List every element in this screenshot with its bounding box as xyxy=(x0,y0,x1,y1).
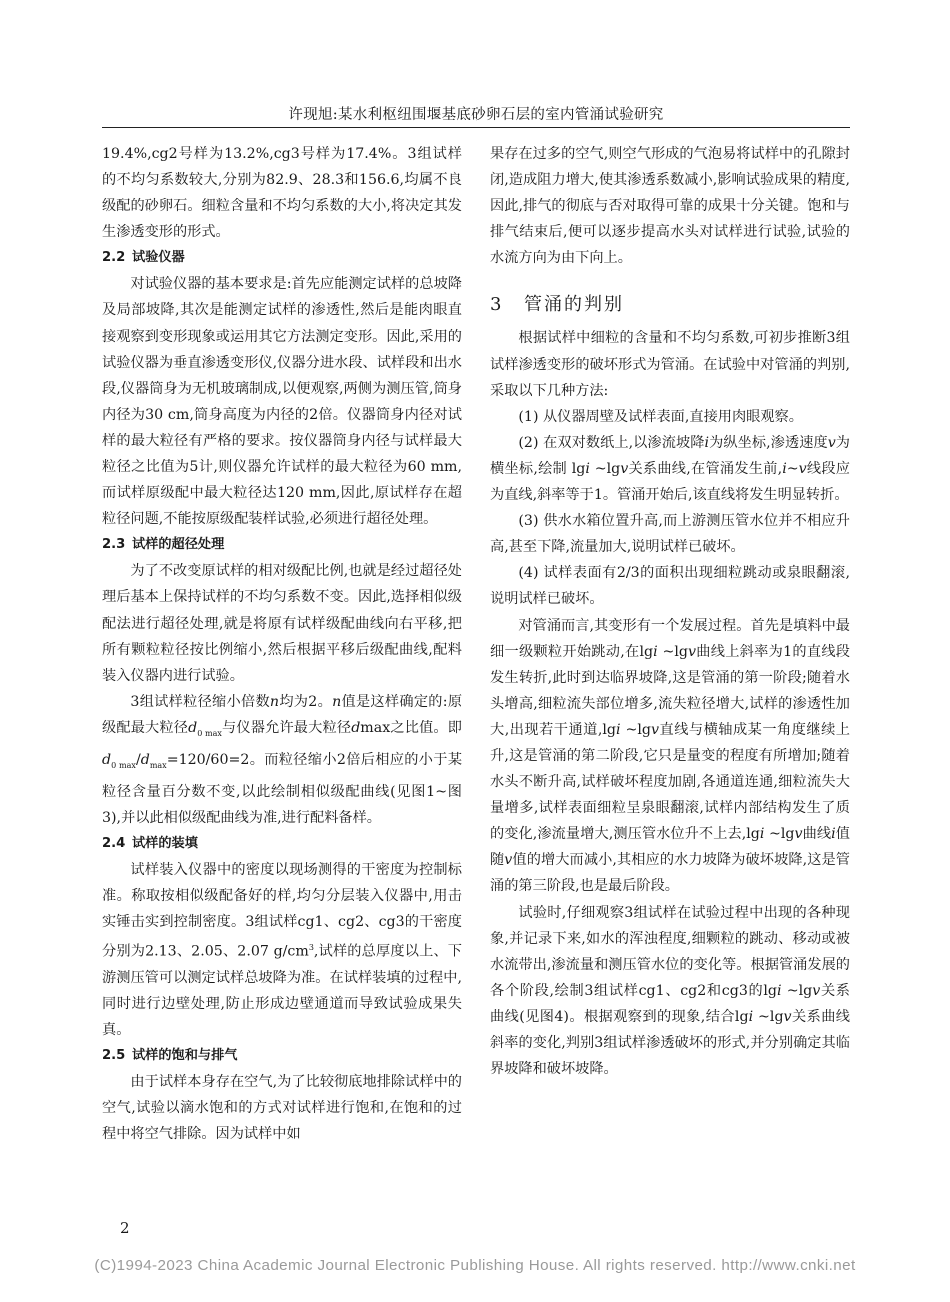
copyright-watermark: (C)1994-2023 China Academic Journal Electronic Publishing House. All rights reserved. http://www.cnki.net xyxy=(94,1257,856,1274)
section-title: 试样的饱和与排气 xyxy=(132,1048,238,1064)
section-title: 试验仪器 xyxy=(132,250,185,266)
section-number: 2.3 xyxy=(102,537,126,553)
section-title: 试样的装填 xyxy=(132,835,198,851)
section-number: 2.2 xyxy=(102,250,126,266)
paragraph-3-observation: 试验时,仔细观察3组试样在试验过程中出现的各种现象,并记录下来,如水的浑浊程度,细颗粒的跳动、移动或被水流带出,渗流量和测压管水位的变化等。根据管涌发展的各个阶段,绘制3组试样cg1、cg2和cg3的lgi ~lgv关系曲线(见图4)。根据观察到的现象,结合lgi ~lgv关系曲线斜率的变化,判别3组试样渗透破坏的形式,并分别确定其临界坡降和破坏坡降。 xyxy=(490,904,850,1078)
running-header: 许现旭:某水利枢纽围堰基底砂卵石层的室内管涌试验研究 xyxy=(288,107,664,123)
paragraph-intro: 19.4%,cg2号样为13.2%,cg3号样为17.4%。3组试样的不均匀系数较大,分别为82.9、28.3和156.6,均属不良级配的砂卵石。细粒含量和不均匀系数的大小,将决定其发生渗透变形的形式。 xyxy=(102,146,462,241)
section-number: 2.5 xyxy=(102,1048,126,1064)
paragraph-2-3-a: 为了不改变原试样的相对级配比例,也就是经过超径处理后基本上保持试样的不均匀系数不变。因此,选择相似级配法进行超径处理,就是将原有试样级配曲线向右平移,把所有颗粒粒径按比例缩小,然后根据平移后级配曲线,配料装入仪器内进行试验。 xyxy=(102,563,462,684)
paragraph-2-5: 由于试样本身存在空气,为了比较彻底地排除试样中的空气,试验以滴水饱和的方式对试样进行饱和,在饱和的过程中将空气排除。因为试样中如 xyxy=(102,1074,462,1143)
section-2-2-heading xyxy=(102,245,462,271)
section-number: 3 xyxy=(490,294,504,316)
method-1: (1) 从仪器周壁及试样表面,直接用肉眼观察。 xyxy=(518,408,803,425)
section-2-4-heading xyxy=(102,831,462,857)
section-number: 2.4 xyxy=(102,835,126,851)
paragraph-2-4: 试样装入仪器中的密度以现场测得的干密度为控制标准。称取按相似级配备好的样,均匀分层装入仪器中,用击实锤击实到控制密度。3组试样cg1、cg2、cg3的干密度分别为2.13、2.05、2.07 $g/cm^3$,试样的总厚度以上、下游测压管可以测定试样总坡降为准。在试样装填的过程中,同时进行边壁处理,防止形成边壁通道而导致试验成果失真。 xyxy=(102,861,462,1039)
paragraph-3-intro: 根据试样中细粒的含量和不均匀系数,可初步推断3组试样渗透变形的破坏形式为管涌。在试验中对管涌的判别,采取以下几种方法: xyxy=(490,330,850,399)
section-2-5-heading xyxy=(102,1043,462,1069)
paragraph-continued: 果存在过多的空气,则空气形成的气泡易将试样中的孔隙封闭,造成阻力增大,使其渗透系数减小,影响试验成果的精度,因此,排气的彻底与否对取得可靠的成果十分关键。饱和与排气结束后,便可以逐步提高水头对试样进行试验,试验的水流方向为由下向上。 xyxy=(490,146,850,267)
section-title: 试样的超径处理 xyxy=(132,537,225,553)
section-3-heading xyxy=(490,291,850,319)
method-4: (4) 试样表面有2/3的面积出现细粒跳动或泉眼翻滚,说明试样已破坏。 xyxy=(490,565,850,608)
paragraph-2-2: 对试验仪器的基本要求是:首先应能测定试样的总坡降及局部坡降,其次是能测定试样的渗透性,然后是能肉眼直接观察到变形现象或运用其它方法测定变形。因此,采用的试验仪器为垂直渗透变形仪,仪器分进水段、试样段和出水段,仪器筒身为无机玻璃制成,以便观察,两侧为测压管,筒身内径为30 cm,筒身高度为内径的2倍。仪器筒身内径对试样的最大粒径有严格的要求。按仪器筒身内径与试样最大粒径之比值为5计,则仪器允许试样的最大粒径为60 mm,而试样原级配中最大粒径达120 mm,因此,原试样存在超粒径问题,不能按原级配装样试验,必须进行超径处理。 xyxy=(102,276,462,528)
page-number: 2 xyxy=(120,1219,130,1237)
paragraph-3-development: 对管涌而言,其变形有一个发展过程。首先是填料中最细一级颗粒开始跳动,在lgi ~lgv曲线上斜率为1的直线段发生转折,此时到达临界坡降,这是管涌的第一阶段;随着水头增高,细粒流失部位增多,流失粒径增大,试样的渗透性加大,出现若干通道,lgi ~lgv直线与横轴成某一角度继续上升,这是管涌的第二阶段,它只是量变的程度有所增加;随着水头不断升高,试样破坏程度加剧,各通道连通,细粒流失大量增多,试样表面细粒呈泉眼翻滚,试样内部结构发生了质的变化,渗流量增大,测压管水位升不上去,lgi ~lgv曲线i值随v值的增大而减小,其相应的水力坡降为破坏坡降,这是管涌的第三阶段,也是最后阶段。 xyxy=(490,617,850,895)
section-2-3-heading xyxy=(102,532,462,558)
method-2: (2) 在双对数纸上,以渗流坡降i为纵坐标,渗透速度v为横坐标,绘制 lgi ~lgv关系曲线,在管涌发生前,i~v线段应为直线,斜率等于1。管涌开始后,该直线将发生明显转折。 xyxy=(490,434,850,504)
section-title: 管涌的判别 xyxy=(524,294,624,316)
header-rule xyxy=(102,127,850,128)
right-column xyxy=(490,141,850,1082)
paragraph-2-3-b: 3组试样粒径缩小倍数n均为2。n值是这样确定的:原级配最大粒径$d_{0 max}$与仪器允许最大粒径dmax之比值。即$d_{0 max}/d_{max}=120/60=2$。而粒径缩小2倍后相应的小于某粒径含量百分数不变,以此绘制相似级配曲线(见图1~图3),并以此相似级配曲线为准,进行配料备样。 xyxy=(102,693,463,826)
method-3: (3) 供水水箱位置升高,而上游测压管水位并不相应升高,甚至下降,流量加大,说明试样已破坏。 xyxy=(490,513,850,556)
left-column xyxy=(102,141,462,1148)
